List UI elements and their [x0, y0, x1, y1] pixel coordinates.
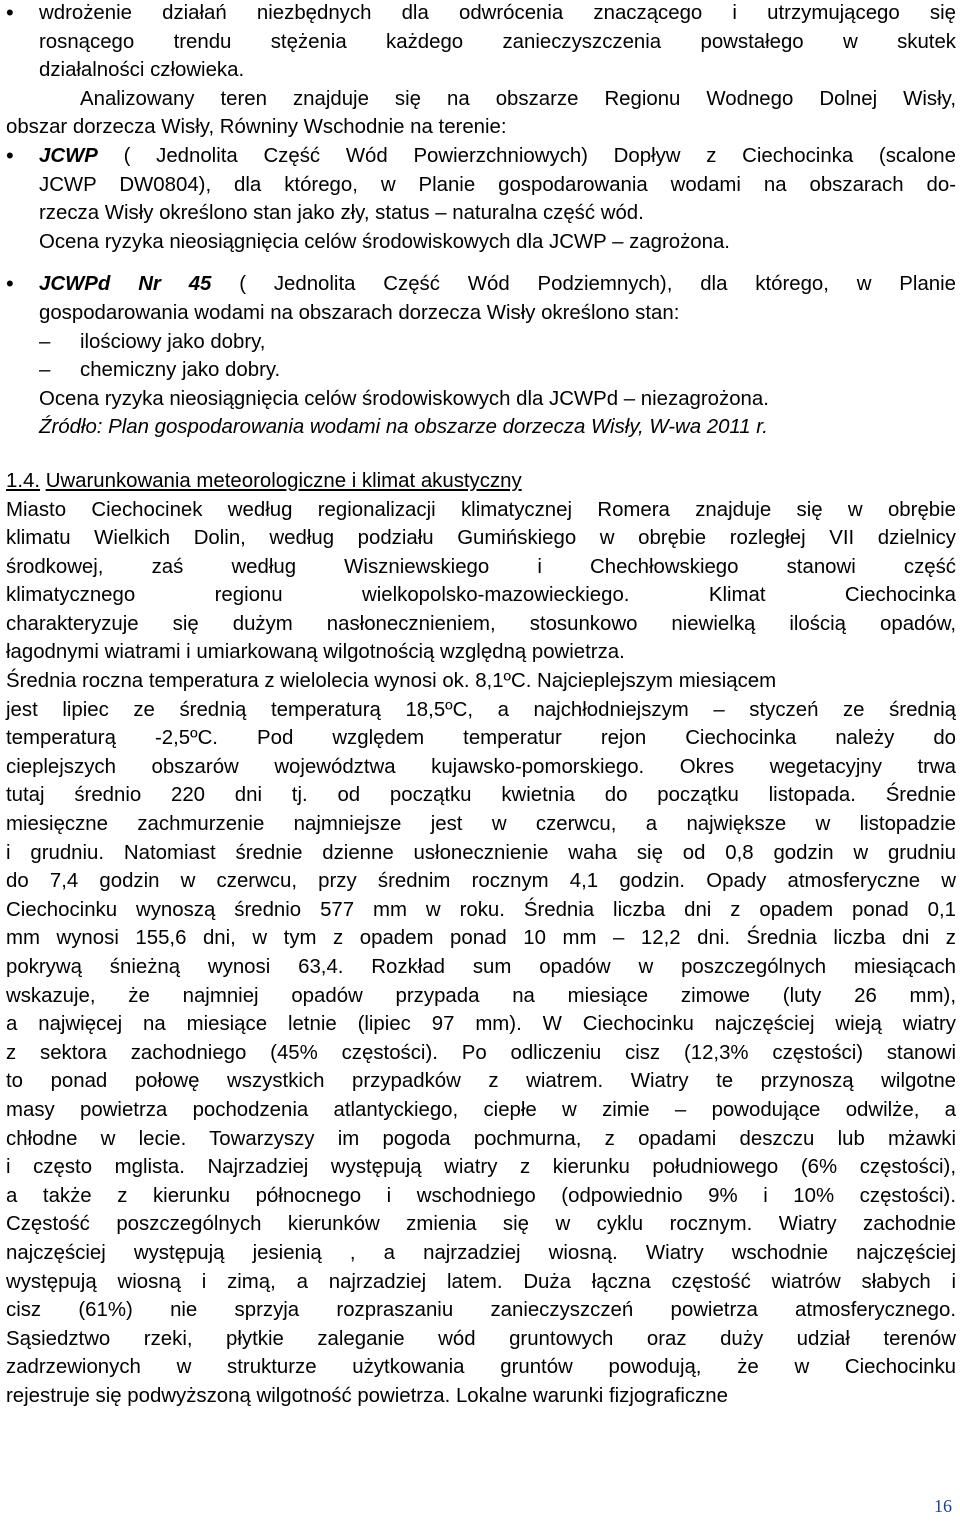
dash-item: [6, 356, 956, 385]
text-line: rzecza Wisły określono stan jako zły, status – naturalna część wód.: [39, 202, 644, 225]
body-line: to ponad połowę wszystkich przypadków z wiatrem. Wiatry te przynoszą wilgotne: [6, 1070, 956, 1093]
body-line: Miasto Ciechocinek według regionalizacji klimatycznej Romera znajduje się w obrębie: [6, 498, 956, 521]
text-span: ( Jednolita Część Wód Podziemnych), dla którego, w Planie: [211, 273, 956, 296]
jcwpd-first-line: [6, 270, 956, 299]
jcwp-label: JCWP: [39, 144, 98, 167]
body-line: do 7,4 godzin w czerwcu, przy średnim rocznym 4,1 godzin. Opady atmosferyczne w: [6, 870, 956, 893]
body-line: i grudniu. Natomiast średnie dzienne usłonecznienie waha się od 0,8 godzin w grudniu: [6, 841, 956, 864]
jcwp-first-line: [6, 142, 956, 171]
body-line: charakteryzuje się dużym nasłonecznieniem, stosunkowo niewielką ilością opadów,: [6, 612, 956, 635]
source-note: Źródło: Plan gospodarowania wodami na obszarze dorzecza Wisły, W-wa 2011 r.: [39, 416, 768, 439]
body-line: wskazuje, że najmniej opadów przypada na miesiące zimowe (luty 26 mm),: [6, 984, 956, 1007]
intro-line: obszar dorzecza Wisły, Równiny Wschodnie na terenie:: [6, 116, 507, 139]
body-line: Częstość poszczególnych kierunków zmienia się w cyklu rocznym. Wiatry zachodnie: [6, 1213, 956, 1236]
body-paragraph: [6, 496, 956, 1411]
bullet-top: [6, 0, 956, 85]
bullet-jcwp: [6, 142, 956, 256]
text-line: rosnącego trendu stężenia każdego zanieczyszczenia powstałego w skutek: [39, 30, 956, 53]
body-line: mm wynosi 155,6 dni, w tym z opadem ponad 10 mm – 12,2 dni. Średnia liczba dni z: [6, 927, 956, 950]
text-line: wdrożenie działań niezbędnych dla odwrócenia znaczącego i utrzymującego się: [39, 2, 956, 24]
body-line: zadrzewionych w strukturze użytkowania gruntów powodują, że w Ciechocinku: [6, 1356, 956, 1379]
text-column: [6, 0, 956, 1411]
intro-line: Analizowany teren znajduje się na obszarze Regionu Wodnego Dolnej Wisły,: [80, 87, 956, 110]
text-line: działalności człowieka.: [39, 59, 245, 82]
jcwpd-label: JCWPd Nr 45: [39, 273, 212, 296]
body-line: chłodne w lecie. Towarzyszy im pogoda pochmurna, z opadami deszczu lub mżawki: [6, 1127, 956, 1150]
bullet-dot: •: [6, 0, 14, 25]
dash-item-text: ilościowy jako dobry,: [80, 330, 266, 353]
body-line: Ciechocinku wynoszą średnio 577 mm w roku. Średnia liczba dni z opadem ponad 0,1: [6, 898, 956, 921]
section-number: 1.4.: [6, 469, 41, 492]
dash-marker: –: [39, 359, 51, 382]
page-number: 16: [934, 1496, 952, 1516]
body-line: masy powietrza pochodzenia atlantyckiego, ciepłe w zimie – powodujące odwilże, a: [6, 1098, 956, 1121]
body-line: klimatycznego regionu wielkopolsko-mazowieckiego. Klimat Ciechocinka: [6, 584, 956, 607]
body-line: z sektora zachodniego (45% częstości). Po odliczeniu cisz (12,3% częstości) stanowi: [6, 1041, 956, 1064]
body-line: tutaj średnio 220 dni tj. od początku kwietnia do początku listopada. Średnie: [6, 784, 956, 807]
body-line: najczęściej występują jesienią , a najrzadziej wiosną. Wiatry wschodnie najczęściej: [6, 1241, 956, 1264]
body-line: cisz (61%) nie sprzyja rozpraszaniu zanieczyszczeń powietrza atmosferycznego.: [6, 1299, 956, 1322]
body-line: Średnia roczna temperatura z wielolecia wynosi ok. 8,1ºC. Najcieplejszym miesiącem: [6, 670, 777, 693]
bullet-jcwpd: [6, 270, 956, 442]
body-line: jest lipiec ze średnią temperaturą 18,5ºC, a najchłodniejszym – styczeń ze średnią: [6, 698, 956, 721]
body-line: miesięczne zachmurzenie najmniejsze jest w czerwcu, a największe w listopadzie: [6, 813, 956, 836]
text-line: Ocena ryzyka nieosiągnięcia celów środowiskowych dla JCWPd – niezagrożona.: [39, 387, 769, 410]
bullet-dot: •: [6, 142, 14, 168]
body-line: środkowej, zaś według Wiszniewskiego i Chechłowskiego stanowi część: [6, 555, 956, 578]
text-line: JCWP DW0804), dla którego, w Planie gospodarowania wodami na obszarach do-: [39, 173, 956, 196]
body-line: a najwięcej na miesiące letnie (lipiec 97 mm). W Ciechocinku najczęściej wieją wiatry: [6, 1013, 956, 1036]
dash-item-text: chemiczny jako dobry.: [80, 359, 281, 382]
body-line: a także z kierunku północnego i wschodniego (odpowiednio 9% i 10% częstości).: [6, 1184, 956, 1207]
text-span: ( Jednolita Część Wód Powierzchniowych) Dopływ z Ciechocinka (scalone: [97, 144, 956, 167]
dash-item: [6, 328, 956, 357]
body-line: Sąsiedztwo rzeki, płytkie zaleganie wód gruntowych oraz duży udział terenów: [6, 1327, 956, 1350]
body-line: rejestruje się podwyższoną wilgotność powietrza. Lokalne warunki fizjograficzne: [6, 1384, 728, 1407]
body-line: cieplejszych obszarów województwa kujawsko-pomorskiego. Okres wegetacyjny trwa: [6, 755, 956, 778]
text-line: gospodarowania wodami na obszarach dorzecza Wisły określono stan:: [39, 301, 680, 324]
body-line: łagodnymi wiatrami i umiarkowaną wilgotnością względną powietrza.: [6, 641, 625, 664]
body-line: i często mglista. Najrzadziej występują wiatry z kierunku południowego (6% częstości),: [6, 1156, 956, 1179]
body-line: klimatu Wielkich Dolin, według podziału Gumińskiego w obrębie rozległej VII dzielnicy: [6, 527, 956, 550]
text-line: Ocena ryzyka nieosiągnięcia celów środowiskowych dla JCWP – zagrożona.: [39, 230, 730, 253]
bullet-dot: •: [6, 271, 14, 297]
body-line: występują wiosną i zimą, a najrzadziej latem. Duża łączna częstość wiatrów słabych i: [6, 1270, 956, 1293]
dash-marker: –: [39, 330, 51, 353]
body-line: temperaturą -2,5ºC. Pod względem temperatur rejon Ciechocinka należy do: [6, 727, 956, 750]
body-line: pokrywą śnieżną wynosi 63,4. Rozkład sum opadów w poszczególnych miesiącach: [6, 956, 956, 978]
section-title: Uwarunkowania meteorologiczne i klimat akustyczny: [45, 469, 522, 492]
section-heading: [6, 467, 956, 496]
